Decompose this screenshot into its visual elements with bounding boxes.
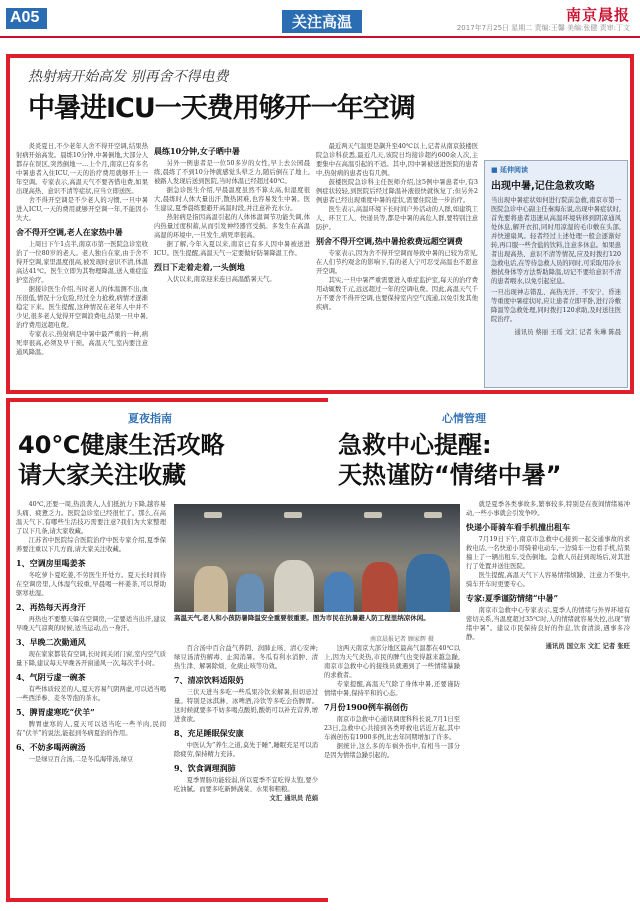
- paragraph: 就是夏季各类事故多,繁事较多,特别是在夜间情绪易冲动,一些小事就会引发争吵。: [466, 501, 630, 517]
- item-title: 2、再热每天再身汗: [16, 602, 86, 612]
- subhead: 烈日下走着走着,一头倒地: [154, 262, 245, 272]
- item-text: 夏季胃肠功能较弱,所以夏季不宜吃得太饱,要少吃油腻。而要多吃新鲜蔬菜、水果和粗粮。: [174, 777, 318, 793]
- paragraph: 专家提醒,高温天气除了身体中暑,还要谨防情绪中暑,保持平和的心态。: [324, 681, 460, 697]
- issue-meta: 2017年7月25日 星期二 责编:王馨 美编:张健 责审:丁文: [456, 24, 630, 32]
- ceiling-light: [204, 512, 222, 518]
- section-title: 关注高温: [282, 10, 362, 33]
- paragraph: 据急诊医生介绍,早晨温度虽然不算太高,但湿度很大,晨练时人体大量出汗,散热困难,也容易发生中暑。医生建议,夏季晨练要避开高温时段,并注意补充水分。: [154, 187, 310, 212]
- paragraph: 另外一例患者是一位50多岁的女性,早上去公园晨练,晨练了不到10分钟就感觉头晕乏力,随后倒在了地上,被路人发现后送到医院,当时体温已经超过40℃。: [154, 160, 310, 185]
- item-title: 4、气阴亏虚一碗茶: [16, 672, 86, 682]
- mid-col: [174, 644, 318, 896]
- paragraph: 7月19日下午,南京市急救中心接到一起交通事故的求救电话,一名快递小哥骑着电动车,一边骑车一边看手机,结果撞上了一辆出租车,受伤倒地。急救人员赶到现场后,对其进行了处置并送往医院。: [466, 536, 630, 570]
- sidebar-tag: ■ 延伸阅读: [491, 166, 529, 174]
- person-figure: [236, 574, 264, 612]
- left-col: [16, 500, 166, 896]
- item-title: 3、早晚二次勤通风: [16, 637, 86, 647]
- paragraph: 据了解,今年入夏以来,南京已有多人因中暑被送进ICU。医生提醒,高温天气一定要做好防暑降温工作。: [154, 241, 310, 257]
- sidebar-text: 当出现中暑症状如何进行院前急救,南京市第一医院急诊中心副主任秦海东说,出现中暑症状时,首先要将患者迅速从高温环境转移到阴凉通风处休息,解开衣扣,同时用凉湿的毛巾敷在头部,并快速扇风。轻者经过上述处理一般会逐渐好转,再口服一些含盐的饮料,注意多休息。如果患者出现高热、意识不清等情况,应及时拨打120急救电话,在等待急救人员的同时,可采取用冷水擦拭身体等方法帮助降温,切记不要给意识不清的患者喂水,以免引起窒息。: [491, 197, 621, 285]
- item-text: 现在家家都装有空调,长时间关闭门窗,室内空气质量下降,建议每天早晚各开窗通风一次,每次半小时。: [16, 651, 166, 667]
- subhead: 晨练10分钟,女子晒中暑: [154, 146, 240, 156]
- paragraph: 据统计,这么多的车祸外伤中,有相当一部分是因为情绪急躁引起的。: [324, 743, 460, 759]
- photo-caption: 高温天气,老人和小孩防暑降温安全重要很重要。图为市民在抗暑避人防工程里纳凉休闲。: [174, 614, 430, 622]
- item-title: 5、脾胃虚寒吃“伏羊”: [16, 707, 95, 717]
- paragraph: 专家表示,热射病是中暑中最严重的一种,病死率很高,必须及早干预。高温天气,室内要注意通风降温。: [16, 331, 148, 356]
- paragraph: 医生提醒,高温天气下人容易情绪烦躁、注意力不集中,骑车开车时更要专心。: [466, 572, 630, 588]
- person-figure: [274, 560, 314, 612]
- person-figure: [362, 562, 398, 612]
- item-title: 6、不妨多喝两碗汤: [16, 742, 86, 752]
- paragraph: 40℃,还要一周,热浪袭人,人们抵抗力下降,越容易头痛、疲惫乏力。医院急诊室已经很忙了。那么,在高温天气下,有哪些生活技巧需要注意?我们为大家整理了以下几条,请大家收藏。: [16, 501, 166, 535]
- right-col-a: [324, 644, 460, 896]
- sidebar-text-2: 一旦出现神志错乱、高热无汗、不安宁、昏迷等重度中暑症状时,应让患者立即平卧,进行冷敷降温等急救处理,同时拨打120求助,及时送往医院治疗。: [491, 289, 621, 323]
- person-figure: [324, 572, 354, 612]
- top-col-2: [154, 142, 310, 388]
- paragraph: 南京市急救中心通讯调度科科长说,7月1日至23日,急救中心共接到各类呼救电话近万起,其中车祸创伤有1900多例,比去年同期增加了许多。: [324, 716, 460, 741]
- item-text: 有些体质较差的人,夏天容易气阴两虚,可以适当喝一些西洋参、麦冬等泡的茶水。: [16, 686, 166, 702]
- paragraph: 专家表示,因为舍不得开空调而导致中暑的已较为常见,在人们节约观念的影响下,有的老人宁可忍受高温也不愿意开空调。: [316, 250, 478, 275]
- item-text: 脾胃虚寒的人,夏天可以适当吃一些羊肉,民间有“伏羊”的说法,能起到冬病夏治的作用。: [16, 721, 166, 737]
- paragraph: 炎炎夏日,不少老年人舍不得开空调,结果热射病开始高发。晨练10分钟,中暑倒地,大部分人都存在误区,突然倒地一…上个月,南京已有多名中暑患者入住ICU,一天的治疗费用就够开上一年空调。专家表示,高温天气不要吝惜电费,如果出现高热、意识不清等症状,应当立即送医。: [16, 143, 148, 195]
- paragraph: 江苏省中医院综合医院治疗中医专家介绍,夏季保养要注重以下几方面,请大家关注收藏。: [16, 537, 166, 553]
- top-headline: 中暑进ICU一天费用够开一年空调: [28, 93, 415, 124]
- right-col-b: [466, 500, 630, 896]
- ceiling-light: [284, 512, 302, 518]
- paragraph: 最近两天气温更是飙升至40℃以上,记者从南京鼓楼医院急诊科获悉,最近几天,该院日均接诊超约600余人次,主要集中在高温引起的不适。其中,因中暑被送进医院的患者中,热射病的患者也有几例。: [316, 143, 478, 177]
- top-col-3: [316, 142, 478, 388]
- item-title: 9、饮食调理润肺: [174, 763, 236, 773]
- top-kicker: 热射病开始高发 别再舍不得电费: [28, 69, 229, 85]
- byline: 文汇 通讯员 范娟: [269, 795, 318, 802]
- photo-credit: 南京晨报记者 顾家辉 摄: [370, 636, 434, 643]
- paragraph: 鼓楼医院急诊科主任医师介绍,这5例中暑患者中,有3例症状较轻,到医院后经过降温补液很快就恢复了;但另外2例患者已经出现重度中暑的症状,需要住院进一步治疗。: [316, 179, 478, 204]
- subhead: 舍不得开空调,老人在家热中暑: [16, 227, 123, 237]
- sidebar-title: 出现中暑,记住急救攻略: [491, 181, 595, 192]
- right-section-label: 心情管理: [442, 412, 486, 425]
- person-figure: [194, 566, 228, 612]
- paragraph: 入伏以来,南京迎来连日高温酷暑天气。: [166, 276, 276, 283]
- subhead: 快递小哥骑车看手机撞出租车: [466, 522, 570, 532]
- right-headline-2: 天热谨防“情绪中暑”: [338, 461, 562, 489]
- paragraph: 上周日下午1点半,南京市第一医院急诊室收治了一位80岁的老人。老人独自在家,由于舍不得开空调,家里温度很高,被发现时意识不清,体温高达41℃。医生立即为其物理降温,送入重症监护室治疗。: [16, 241, 148, 284]
- left-headline-1: 40℃健康生活攻略: [18, 431, 225, 459]
- news-photo: [174, 504, 460, 612]
- item-text: 一是绿豆百合汤,二是冬瓜海带汤,绿豆: [28, 756, 134, 763]
- byline: 通讯员 国立东 文汇 记者 张旺: [545, 643, 630, 650]
- item-text: 再热也不要整天躲在空调房,一定要适当出汗,建议早晚天气凉爽的时候,适当运动,出一身汗。: [16, 616, 166, 632]
- top-col-1: [16, 142, 148, 388]
- paragraph: 南京市急救中心专家表示,夏季人的情绪与外界环境有密切关系,当温度超过35℃时,人的情绪就容易失控,出现“情绪中暑”。建议市民保持良好的作息,饮食清淡,遇事多冷静。: [466, 607, 630, 641]
- item-text: 三伏天进当多吃一些瓜果冷饮来解暑,但切忌过量。特别是冰淇淋、冰啤酒,冷饮等多吃会伤脾胃。这时候就要多不妨多喝点酸奶,酸奶可以补充营养,增进食欲。: [174, 689, 318, 723]
- ceiling-light: [364, 512, 382, 518]
- page-header: [0, 0, 640, 38]
- page-number: A05: [6, 8, 47, 29]
- item-title: 1、空调房里喝姜茶: [16, 558, 86, 568]
- sidebar-box: [484, 160, 628, 388]
- subhead: 7月份1900例车祸创伤: [324, 702, 408, 712]
- masthead: 南京晨报: [565, 6, 630, 24]
- ceiling-light: [424, 512, 442, 518]
- subhead: 别舍不得开空调,热中暑抢救费远超空调费: [316, 236, 463, 246]
- paragraph: 其实,一旦中暑严重需要进入重症监护室,每天的治疗费用动辄数千元,远远超过一年的空调电费。因此,高温天气千万不要舍不得开空调,也要保持室内空气流通,以免引发其他疾病。: [316, 277, 478, 311]
- paragraph: 医生表示,高温环境下长时间户外活动的人群,如建筑工人、环卫工人、快递员等,都是中暑的高危人群,要特别注意防护。: [316, 206, 478, 231]
- paragraph: 热射病是指因高温引起的人体体温调节功能失调,体内热量过度积蓄,从而引发神经器官受损。多发生在高温高湿的环境中,一旦发生,病死率很高。: [154, 214, 310, 239]
- left-section-label: 夏夜指南: [128, 412, 172, 425]
- paragraph: 这两天南京大部分地区最高气温都在40℃以上,因为天气炎热,市民的脾气也变得越来越急躁,南京市急救中心的接线员就遇到了一些情绪暴躁的求救者。: [324, 645, 460, 679]
- item-text: 冬吃萝卜夏吃姜,不劳医生开处方。夏天长时间待在空调房里,人体湿气较重,早晨喝一杯姜茶,可以帮助驱寒祛湿。: [16, 572, 166, 597]
- paragraph: 据接诊医生介绍,当时老人的体温测不出,血压很低,情况十分危险,经过全力抢救,病情才逐渐稳定下来。医生提醒,这种情况在老年人中并不少见,很多老人觉得开空调浪费电,结果一旦中暑,治疗费用远超电费。: [16, 286, 148, 329]
- paragraph: 舍不得开空调是不少老人的习惯,一旦中暑进入ICU,一天的费用就够开空调一年,不能因小失大。: [16, 197, 148, 222]
- item-text: 中医认为“养生之道,莫先于睡”,睡眠充足可以消除疲劳,保持精力充沛。: [174, 742, 318, 758]
- paragraph: 百合汤中百合益气养阴、润肺止咳、清心安神;绿豆汤清热解毒、止渴消暑。冬瓜有利水消肿、清热生津、解暑除烦、化痰止咳等功效。: [174, 645, 318, 670]
- person-figure: [406, 554, 450, 612]
- item-title: 7、清凉饮料适限奶: [174, 675, 244, 685]
- left-headline-2: 请大家关注收藏: [18, 461, 186, 489]
- right-headline-1: 急救中心提醒:: [338, 431, 492, 459]
- item-title: 8、充足睡眠保安康: [174, 728, 244, 738]
- sidebar-byline: 通讯员 蔡丽 王瑶 文汇 记者 朱琳 陈晨: [514, 329, 621, 336]
- subhead: 专家:夏季谨防情绪“中暑”: [466, 593, 559, 603]
